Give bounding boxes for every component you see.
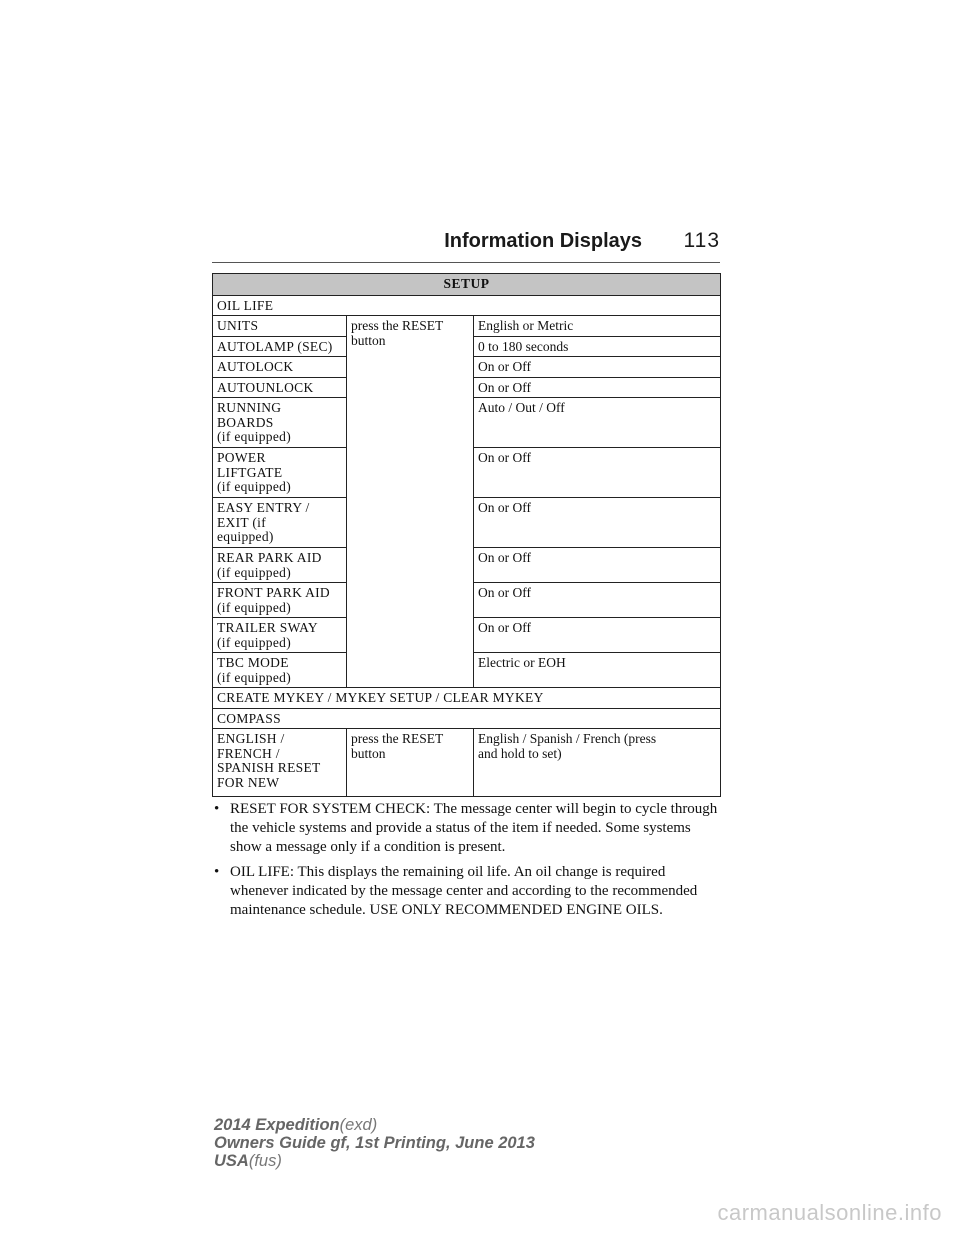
- bullet-text: OIL LIFE: This displays the remaining oil life. An oil change is required whenever indicated by the message center and according to the recommended maintenance schedule. USE ONLY RECOMMENDED ENGINE OILS.: [230, 864, 698, 918]
- table-cell-value: Electric or EOH: [474, 653, 721, 688]
- footer-market: USA: [214, 1152, 249, 1170]
- footer-model: 2014 Expedition: [214, 1116, 340, 1134]
- table-cell-item: REAR PARK AID (if equipped): [213, 548, 347, 583]
- watermark: carmanualsonline.info: [717, 1200, 942, 1225]
- table-cell-value: English or Metric: [474, 316, 721, 337]
- footer-line-guide: [214, 1134, 535, 1152]
- bullet-icon: •: [214, 864, 220, 880]
- table-cell-item: TRAILER SWAY (if equipped): [213, 618, 347, 653]
- table-cell-item: AUTOUNLOCK: [213, 377, 347, 398]
- table-cell-value: 0 to 180 seconds: [474, 336, 721, 357]
- table-row: OIL LIFE: [213, 295, 721, 316]
- table-cell-item: POWER LIFTGATE (if equipped): [213, 448, 347, 498]
- list-item: [212, 863, 722, 920]
- table-cell-item: AUTOLAMP (SEC): [213, 336, 347, 357]
- footer-line-market: [214, 1152, 535, 1170]
- bullet-text: RESET FOR SYSTEM CHECK: The message center will begin to cycle through the vehicle systems and provide a status of the item if needed. Some systems show a message only if a condition is present.: [230, 801, 718, 855]
- table-cell-value: On or Off: [474, 377, 721, 398]
- footer-guide: Owners Guide gf, 1st Printing, June 2013: [214, 1134, 535, 1152]
- table-cell-item: TBC MODE (if equipped): [213, 653, 347, 688]
- table-cell-value: On or Off: [474, 583, 721, 618]
- table-cell-value: On or Off: [474, 357, 721, 378]
- footer-line-model: [214, 1116, 535, 1134]
- table-cell-item: FRONT PARK AID (if equipped): [213, 583, 347, 618]
- table-cell-item: AUTOLOCK: [213, 357, 347, 378]
- table-row: CREATE MYKEY / MYKEY SETUP / CLEAR MYKEY: [213, 688, 721, 709]
- table-cell-item: UNITS: [213, 316, 347, 337]
- table-cell-value: On or Off: [474, 618, 721, 653]
- table-cell-item: RUNNING BOARDS (if equipped): [213, 398, 347, 448]
- table-cell-value: English / Spanish / French (press and hold to set): [474, 729, 721, 797]
- table-cell-action: press the RESET button: [347, 729, 474, 797]
- list-item: [212, 800, 722, 857]
- table-cell-value: On or Off: [474, 448, 721, 498]
- table-cell-action: press the RESET button: [347, 316, 474, 688]
- footer-market-code: (fus): [248, 1152, 282, 1170]
- section-title: Information Displays: [444, 230, 642, 252]
- table-cell-value: On or Off: [474, 548, 721, 583]
- bullet-list: [212, 800, 722, 926]
- bullet-icon: •: [214, 801, 220, 817]
- table-row: COMPASS: [213, 708, 721, 729]
- setup-table: [212, 273, 721, 797]
- page-number: 113: [683, 229, 720, 252]
- footer-model-code: (exd): [339, 1116, 378, 1134]
- page-header: [212, 226, 720, 263]
- table-cell-value: On or Off: [474, 498, 721, 548]
- table-cell-item: EASY ENTRY / EXIT (if equipped): [213, 498, 347, 548]
- table-cell-item: ENGLISH / FRENCH / SPANISH RESET FOR NEW: [213, 729, 347, 797]
- table-cell-value: Auto / Out / Off: [474, 398, 721, 448]
- table-heading: SETUP: [213, 274, 721, 296]
- page-footer: [214, 1116, 535, 1170]
